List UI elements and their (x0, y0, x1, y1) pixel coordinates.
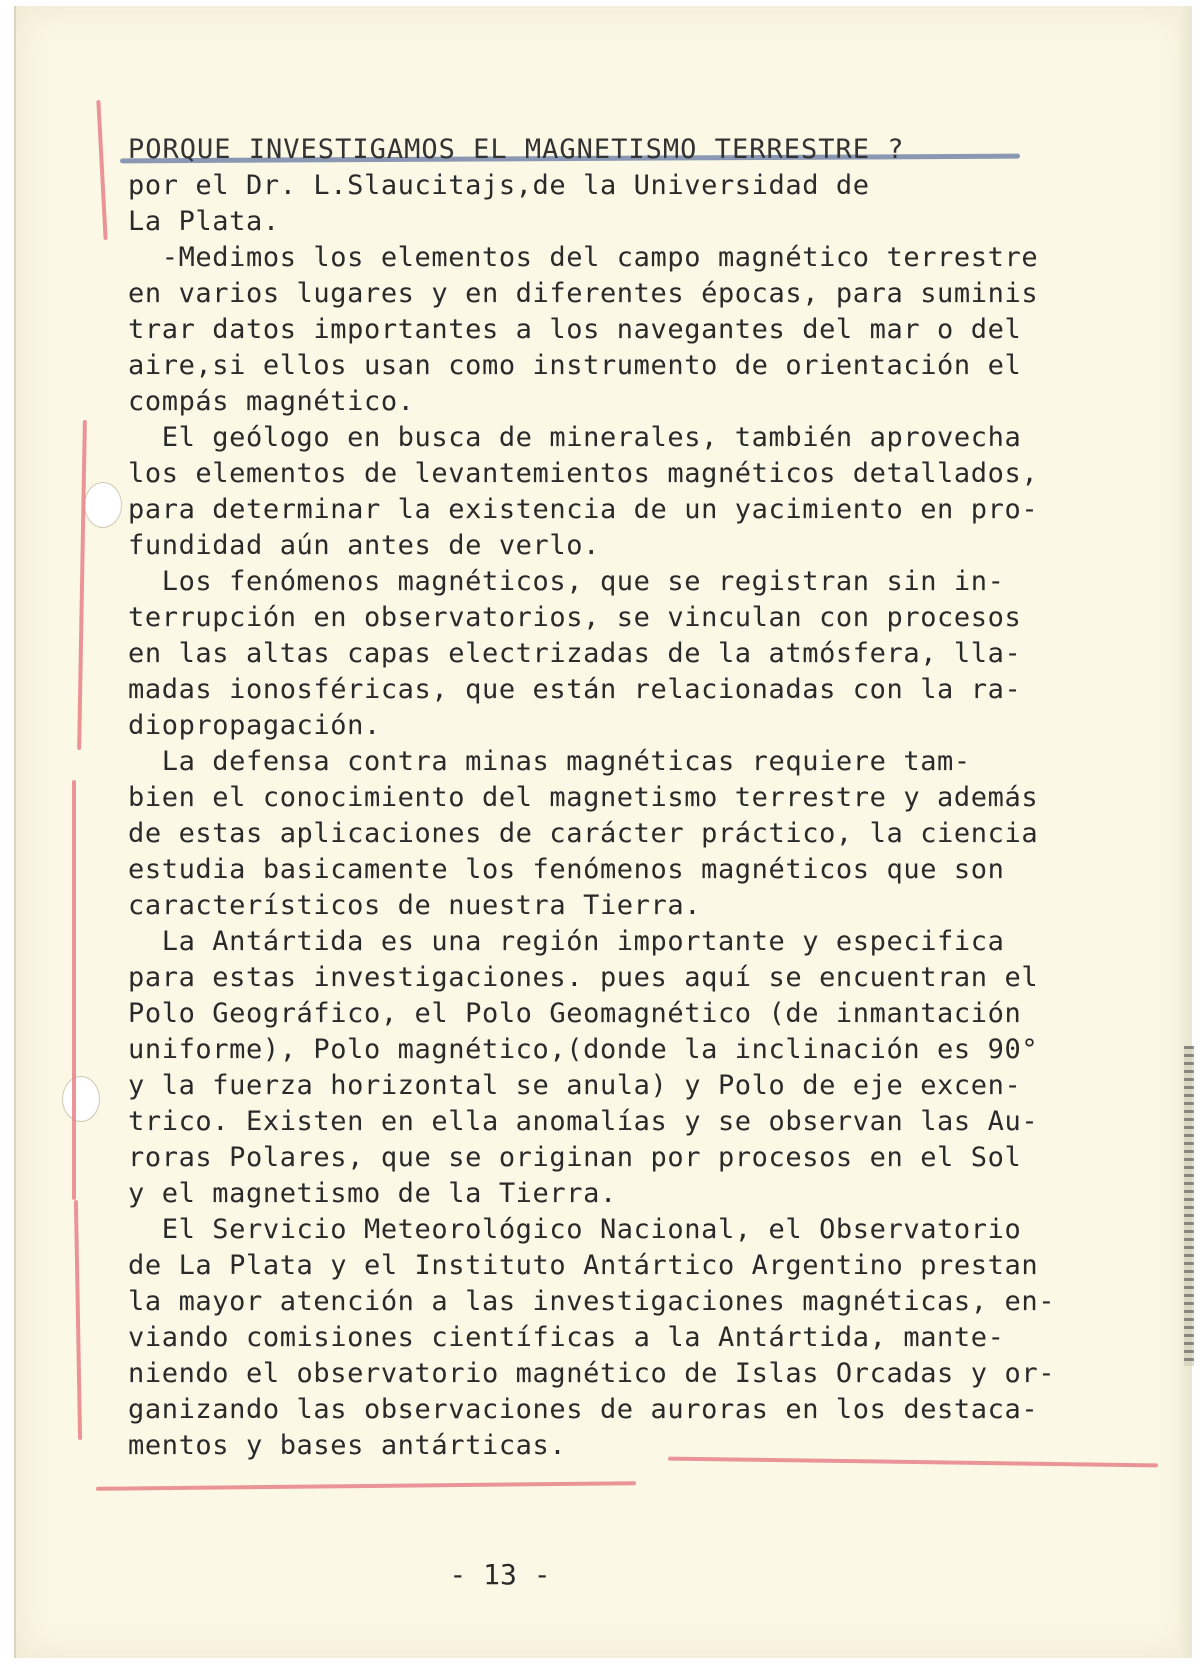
author-line: La Plata. (128, 206, 280, 237)
body-line: El Servicio Meteorológico Nacional, el Observatorio (128, 1214, 1022, 1245)
page-edge (1178, 6, 1192, 1658)
body-line: para determinar la existencia de un yacimiento en pro- (128, 494, 1039, 525)
body-line: Los fenómenos magnéticos, que se registran sin in- (128, 566, 1005, 597)
body-line: en las altas capas electrizadas de la atmósfera, lla- (128, 638, 1022, 669)
body-line: ganizando las observaciones de auroras en los destaca- (128, 1394, 1039, 1425)
body-line: diopropagación. (128, 710, 381, 741)
body-line: de La Plata y el Instituto Antártico Argentino prestan (128, 1250, 1039, 1281)
body-line: terrupción en observatorios, se vinculan con procesos (128, 602, 1022, 633)
body-line: El geólogo en busca de minerales, también aprovecha (128, 422, 1022, 453)
article-body (128, 240, 1168, 1464)
body-line: estudia basicamente los fenómenos magnéticos que son (128, 854, 1005, 885)
body-line: trar datos importantes a los navegantes del mar o del (128, 314, 1022, 345)
body-line: madas ionosféricas, que están relacionadas con la ra- (128, 674, 1022, 705)
body-line: La defensa contra minas magnéticas requiere tam- (128, 746, 971, 777)
page-number: - 13 - (449, 1558, 551, 1591)
body-line: característicos de nuestra Tierra. (128, 890, 702, 921)
body-line: fundidad aún antes de verlo. (128, 530, 600, 561)
punch-hole (62, 1076, 100, 1122)
binding-strip (1184, 1046, 1194, 1366)
body-line: uniforme), Polo magnético,(donde la inclinación es 90° (128, 1034, 1039, 1065)
body-line: niendo el observatorio magnético de Islas Orcadas y or- (128, 1358, 1056, 1389)
body-line: aire,si ellos usan como instrumento de orientación el (128, 350, 1022, 381)
body-line: compás magnético. (128, 386, 415, 417)
red-pencil-margin-mark (72, 780, 76, 1200)
body-line: y el magnetismo de la Tierra. (128, 1178, 617, 1209)
body-line: trico. Existen en ella anomalías y se observan las Au- (128, 1106, 1039, 1137)
body-line: y la fuerza horizontal se anula) y Polo de eje excen- (128, 1070, 1022, 1101)
body-line: -Medimos los elementos del campo magnético terrestre (128, 242, 1039, 273)
article-title: PORQUE INVESTIGAMOS EL MAGNETISMO TERRESTRE ? (128, 134, 905, 165)
body-line: La Antártida es una región importante y especifica (128, 926, 1005, 957)
body-line: de estas aplicaciones de carácter práctico, la ciencia (128, 818, 1039, 849)
body-line: Polo Geográfico, el Polo Geomagnético (de inmantación (128, 998, 1022, 1029)
body-line: viando comisiones científicas a la Antártida, mante- (128, 1322, 1005, 1353)
body-line: los elementos de levantemientos magnéticos detallados, (128, 458, 1039, 489)
body-line: mentos y bases antárticas. (128, 1430, 567, 1461)
body-line: en varios lugares y en diferentes épocas, para suminis (128, 278, 1039, 309)
punch-hole (84, 482, 122, 528)
body-line: roras Polares, que se originan por procesos en el Sol (128, 1142, 1022, 1173)
body-line: para estas investigaciones. pues aquí se encuentran el (128, 962, 1039, 993)
author-line: por el Dr. L.Slaucitajs,de la Universidad de (128, 170, 870, 201)
typed-text-block (128, 132, 1168, 1464)
body-line: la mayor atención a las investigaciones magnéticas, en- (128, 1286, 1056, 1317)
body-line: bien el conocimiento del magnetismo terrestre y además (128, 782, 1039, 813)
